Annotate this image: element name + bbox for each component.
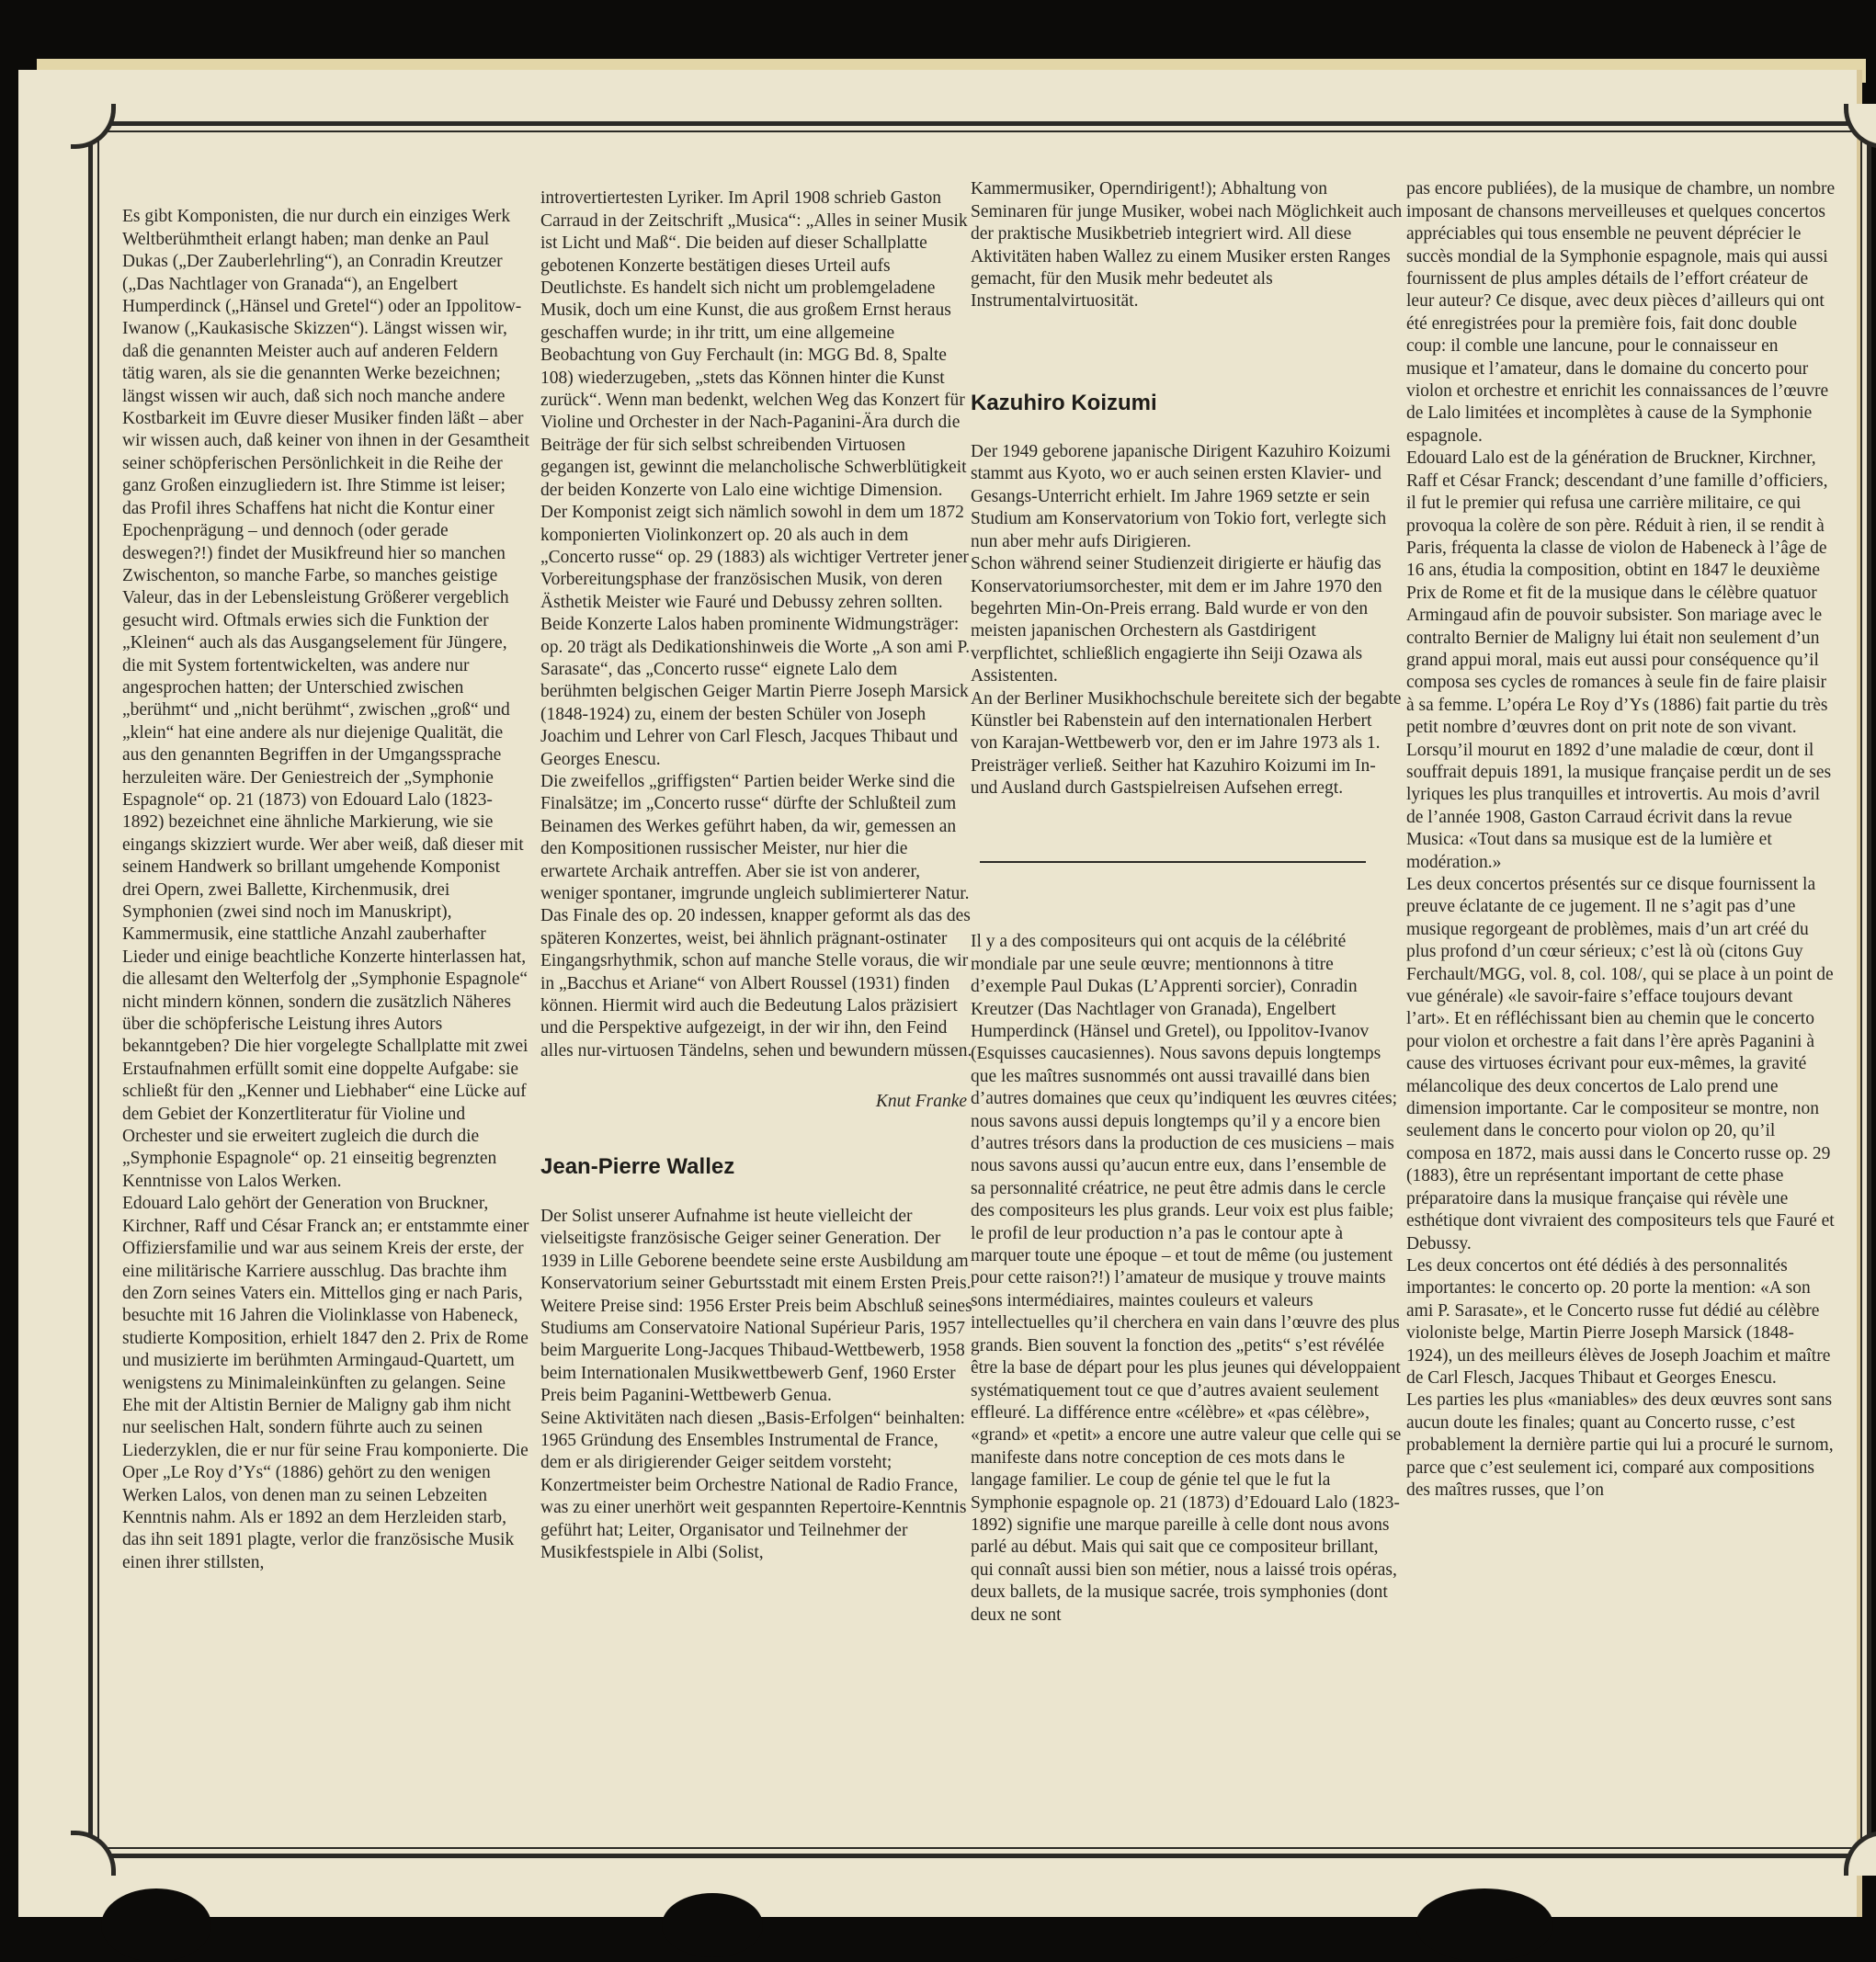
frame-corner-bottom-right [1844,1831,1876,1876]
bottom-shadow-left [101,1888,211,1962]
bottom-shadow-middle [662,1893,763,1957]
frame-corner-top-left [71,104,116,149]
frame-corner-bottom-left [71,1831,116,1876]
bottom-shadow-right [1416,1888,1553,1962]
frame-corner-top-right [1844,104,1876,149]
wallez-biography: Der Solist unserer Aufnahme ist heute vielleicht der vielseitigste französische Geiger seiner Generation. Der 1939 in Lille Geborene beendete seine erste Ausbildung am Konservatorium seiner Geburtsstadt mit einem Ersten Preis. Weitere Preise sind: 1956 Erster Preis beim Abschluß seines Studiums am Conservatoire National Supérieur Paris, 1957 beim Marguerite Long-Jacques Thibaud-Wettbewerb, 1958 beim Internationalen Musikwettbewerb Genf, 1960 Erster Preis beim Paganini-Wettbewerb Genua. Seine Aktivitäten nach diesen „Basis-Erfolgen“ beinhalten: 1965 Gründung des Ensembles Instrumental de France, dem er als dirigierender Geiger seitdem vorsteht; Konzertmeister beim Orchestre National de Radio France, was zu einer unerhört weit gespannten Repertoire-Kenntnis geführt hat; Leiter, Organisator und Teilnehmer der Musikfestspiele in Albi (Solist, [540,1206,972,1562]
section-divider [980,861,1366,863]
heading-wallez: Jean-Pierre Wallez [540,1154,735,1180]
column-4-french [1406,156,1838,1525]
author-signature: Knut Franke [875,1091,967,1111]
french-intro-text: Il y a des compositeurs qui ont acquis de la célébrité mondiale par une seule œuvre; mentionnons à titre d’exemple Paul Dukas (L’Apprenti sorcier), Conradin Kreutzer (Das Nachtlager von Granada), Engelbert Humperdinck (Hänsel und Gretel), ou Ippolitov-Ivanov (Esquisses caucasiennes). Nous savons depuis longtemps que les maîtres susnommés ont aussi travaillé dans bien d’autres domaines que ceux qu’indiquent les œuvres citées; nous savons aussi depuis longtemps qu’il y a encore bien d’autres trésors dans la production de ces musiciens – mais nous savons aussi qu’aucun entre eux, dans l’ensemble de sa personnalité créatrice, ne peut être admis dans le cercle des compositeurs les plus grands. Leur voix est plus faible; le profil de leur production n’a pas le contour apte à marquer toute une époque – et tout de même (ou justement pour cette raison?!) l’amateur de musique y trouve maints sons intermédiaires, maintes couleurs et valeurs intellectuelles qu’il cherchera en vain dans l’œuvre des plus grands. Bien souvent la fonction des „petits“ s’est révélée être la base de départ pour les plus jeunes qui développaient systématiquement tout ce que d’autres avaient seulement effleuré. La différence entre «célèbre» et «pas célèbre», «grand» et «petit» a encore une autre valeur que celle qui se manifeste dans notre conception de ces mots dans le langage familier. Le coup de génie tel que le fut la Symphonie espagnole op. 21 (1873) d’Edouard Lalo (1823-1892) signifie une marque pareille à celle dont nous avons parlé au début. Mais qui sait que ce compositeur brillant, qui connaît aussi bien son métier, nous a laissé trois opéras, deux ballets, de la musique sacrée, trois symphonies (dont deux ne sont [971,932,1402,1625]
german-intro-continued: introvertiertesten Lyriker. Im April 1908 schrieb Gaston Carraud in der Zeitschrift „Musica“: „Alles in seiner Musik ist Licht und Maß“. Die beiden auf dieser Schallplatte gebotenen Konzerte bestätigen dieses Urteil aufs Deutlichste. Es handelt sich nicht um problemgeladene Musik, doch um eine Kunst, die aus großem Ernst heraus geschaffen wurde; in ihr tritt, um eine allgemeine Beobachtung von Guy Ferchault (in: MGG Bd. 8, Spalte 108) wiederzugeben, „stets das Können hinter die Kunst zurück“. Wenn man bedenkt, welchen Weg das Konzert für Violine und Orchester in der Nach-Paganini-Ära durch die Beiträge der für sich selbst schreibenden Virtuosen gegangen ist, gewinnt die melancholische Schwerblütigkeit der beiden Konzerte von Lalo eine wichtige Dimension. Der Komponist zeigt sich nämlich sowohl in dem um 1872 komponierten Violinkonzert op. 20 als auch in dem „Concerto russe“ op. 29 (1883) als wichtiger Vertreter jener Vorbereitungsphase der französischen Musik, von deren Ästhetik Meister wie Fauré und Debussy zehren sollten. Beide Konzerte Lalos haben prominente Widmungsträger: op. 20 trägt als Dedikationshinweis die Worte „A son ami P. Sarasate“, das „Concerto russe“ eignete Lalo dem berühmten belgischen Geiger Martin Pierre Joseph Marsick (1848-1924) zu, einem der besten Schüler von Joseph Joachim und Lehrer von Carl Flesch, Jacques Thibaut und Georges Enescu. Die zweifellos „griffigsten“ Partien beider Werke sind die Finalsätze; im „Concerto russe“ dürfte der Schlußteil zum Beinamen des Werkes geführt haben, da wir, gemessen an den Kompositionen russischer Meister, nur hier die erwartete Archaik antreffen. Aber sie ist von anderer, weniger spontaner, imgrunde ungleich sublimierterer Natur. Das Finale des op. 20 indessen, knapper geformt als das des späteren Konzertes, weist, bei ähnlich prägnant-ostinater Eingangsrhythmik, schon auf manche Stelle voraus, die wir in „Bacchus et Ariane“ von Albert Roussel (1931) finden können. Hiermit wird auch die Bedeutung Lalos präzisiert und die Perspektive aufgezeigt, in der wir ihn, den Feind alles nur-virtuosen Tändelns, sehen und bewundern müssen. [540,188,972,1060]
koizumi-biography: Der 1949 geborene japanische Dirigent Kazuhiro Koizumi stammt aus Kyoto, wo er auch seinen ersten Klavier- und Gesangs-Unterricht erhielt. Im Jahre 1969 setzte er sein Studium am Konservatorium von Tokio fort, verlegte sich nun aber mehr aufs Dirigieren. Schon während seiner Studienzeit dirigierte er häufig das Konservatoriumsorchester, mit dem er im Jahre 1970 den begehrten Min-On-Preis errang. Bald wurde er von den meisten japanischen Orchestern als Gastdirigent verpflichtet, schließlich engagierte ihn Seiji Ozawa als Assistenten. An der Berliner Musikhochschule bereitete sich der begabte Künstler bei Rabenstein auf den internationalen Herbert von Karajan-Wettbewerb vor, den er im Jahre 1973 als 1. Preisträger verließ. Seither hat Kazuhiro Koizumi im In- und Ausland durch Gastspielreisen Aufsehen erregt. [971,442,1402,799]
german-intro-text: Es gibt Komponisten, die nur durch ein einziges Werk Weltberühmtheit erlangt haben; man denke an Paul Dukas („Der Zauberlehrling“), an Conradin Kreutzer („Das Nachtlager von Granada“), an Engelbert Humperdinck („Hänsel und Gretel“) oder an Ippolitow-Iwanow („Kaukasische Skizzen“). Längst wissen wir, daß die genannten Meister auch auf anderen Feldern tätig waren, als sie die genannten Werke bezeichnen; längst wissen wir auch, daß sich noch manche andere Kostbarkeit im Œuvre dieser Musiker finden läßt – aber wir wissen auch, daß keiner von ihnen in der Gesamtheit seiner schöpferischen Persönlichkeit in die Reihe der ganz Großen einzugliedern ist. Ihre Stimme ist leiser; das Profil ihres Schaffens hat nicht die Kontur einer Epochenprägung – und dennoch (oder gerade deswegen?!) findet der Musikfreund hier so manchen Zwischenton, so manche Farbe, so manches geistige Valeur, das in der Lebensleistung Größerer vergeblich gesucht wird. Oftmals erwies sich die Funktion der „Kleinen“ auch als das Ausgangselement für Jüngere, die mit System fortentwickelten, was andere nur angesprochen hatten; der Unterschied zwischen „berühmt“ und „nicht berühmt“, zwischen „groß“ und „klein“ hat eine andere als nur diejenige Qualität, die aus den genannten Begriffen in der Umgangssprache herzuleiten wäre. Der Geniestreich der „Symphonie Espagnole“ op. 21 (1873) von Edouard Lalo (1823-1892) bezeichnet eine ähnliche Markierung, wie sie eingangs skizziert wurde. Wer aber weiß, daß dieser mit seinem Handwerk so brillant umgehende Komponist drei Opern, zwei Ballette, Kirchenmusik, drei Symphonien (zwei sind noch im Manuskript), Kammermusik, eine stattliche Anzahl zauberhafter Lieder und einige beachtliche Konzerte hinterlassen hat, die allesamt den Welterfolg der „Symphonie Espagnole“ nicht mindern können, sondern die zusätzlich Näheres über die schöpferische Leistung ihres Autors bekanntgeben? Die hier vorgelegte Schallplatte mit zwei Erstaufnahmen erfüllt somit eine doppelte Aufgabe: sie schließt für den „Kenner und Liebhaber“ eine Lücke auf dem Gebiet der Konzertliteratur für Violine und Orchester und sie erweitert zugleich die durch die „Symphonie Espagnole“ op. 21 einseitig begrenzten Kenntnisse von Lalos Werken. Edouard Lalo gehört der Generation von Bruckner, Kirchner, Raff und César Franck an; er entstammte einer Offiziersfamilie und war aus seinem Kreis der erste, der eine militärische Karriere ausschlug. Das brachte ihm den Zorn seines Vaters ein. Mittellos ging er nach Paris, besuchte mit 16 Jahren die Violinklasse von Habeneck, studierte Komposition, erhielt 1847 den 2. Prix de Rome und musizierte im berühmten Armingaud-Quartett, um wenigstens zu Minimaleinkünften zu gelangen. Seine Ehe mit der Altistin Bernier de Maligny gab ihm nicht nur seelischen Halt, sondern führte auch zu seinen Liederzyklen, die er nur für seine Frau komponierte. Die Oper „Le Roy d’Ys“ (1886) gehört zu den wenigen Werken Lalos, von denen man zu seinen Lebzeiten Kenntnis nahm. Als er 1892 an dem Herzleiden starb, das ihn seit 1891 plagte, verlor die französische Musik einen ihrer stillsten, [122,207,529,1572]
french-text-continued: pas encore publiées), de la musique de chambre, un nombre imposant de chansons merveilleuses et quelques concertos appréciables qui tous ensemble ne peuvent déprécier le succès mondial de la Symphonie espagnole, mais qui aussi fournissent de plus amples détails de l’effort créateur de leur auteur? Ce disque, avec deux pièces d’ailleurs qui ont été enregistrées pour la première fois, fait donc double coup: il comble une lancune, pour le connaisseur en musique et l’amateur, dans le domaine du concerto pour violon et orchestre et enrichit les connaissances de l’œuvre de Lalo limitées et incomplètes à cause de la Symphonie espagnole. Edouard Lalo est de la génération de Bruckner, Kirchner, Raff et César Franck; descendant d’une famille d’officiers, il fut le premier qui refusa une carrière militaire, ce qui provoqua la colère de son père. Réduit à rien, il se rendit à Paris, fréquenta la classe de violon de Habeneck à l’âge de 16 ans, étudia la composition, obtint en 1847 le deuxième Prix de Rome et fit de la musique dans le célèbre quatuor Armingaud afin de pouvoir subsister. Son mariage avec le contralto Bernier de Maligny lui était non seulement d’un grand appui moral, mais eut aussi pour conséquence qu’il composa ses cycles de romances à seule fin de faire plaisir à sa femme. L’opéra Le Roy d’Ys (1886) fait partie du très petit nombre d’œuvres dont on prit note de son vivant. Lorsqu’il mourut en 1892 d’une maladie de cœur, dont il souffrait depuis 1891, la musique française perdit un de ses lyriques les plus tranquilles et introvertis. Au mois d’avril de l’année 1908, Gaston Carraud écrivit dans la revue Musica: «Tout dans sa musique est de la lumière et modération.» Les deux concertos présentés sur ce disque fournissent la preuve éclatante de ce jugement. Il ne s’agit pas d’une musique regorgeant de problèmes, mais d’un art créé du plus profond d’un cœur sérieux; c’est là où (citons Guy Ferchault/MGG, vol. 8, col. 108/, qui se place à un point de vue générale) «le savoir-faire s’efface toujours devant l’art». Et en réfléchissant bien au chemin que le concerto pour violon et orchestre a fait dans l’ère après Paganini à cause des virtuoses écrivant pour eux-mêmes, la gravité mélancolique des deux concertos de Lalo prend une dimension importante. Car le compositeur se montre, non seulement dans le concerto pour violon op 20, qu’il composa en 1872, mais aussi dans le Concerto russe op. 29 (1883), être un représentant important de cette phase préparatoire dans la musique française qui révèle une esthétique dont vivraient des compositeurs tels que Fauré et Debussy. Les deux concertos ont été dédiés à des personnalités importantes: le concerto op. 20 porte la mention: «A son ami P. Sarasate», et le Concerto russe fut dédié au célèbre violoniste belge, Martin Pierre Joseph Marsick (1848-1924), un des meilleurs élèves de Joseph Joachim et maître de Carl Flesch, Jacques Thibaut et Georges Enescu. Les parties les plus «maniables» des deux œuvres sont sans aucun doute les finales; quant au Concerto russe, c’est probablement la dernière partie qui lui a procuré le surnom, parce que c’est seulement ici, comparé aux compositions des maîtres russes, que l’on [1406,179,1836,1500]
column-2 [540,165,972,1587]
column-1-german-intro [122,184,531,1597]
heading-koizumi: Kazuhiro Koizumi [971,390,1157,415]
wallez-biography-continued: Kammermusiker, Operndirigent!); Abhaltung von Seminaren für junge Musiker, wobei nach Möglichkeit auch der praktische Musikbetrieb integriert wird. All diese Aktivitäten haben Wallez zu einem Musiker ersten Ranges gemacht, für den Musik mehr bedeutet als Instrumentalvirtuosität. [971,179,1403,312]
column-3 [971,156,1403,1649]
